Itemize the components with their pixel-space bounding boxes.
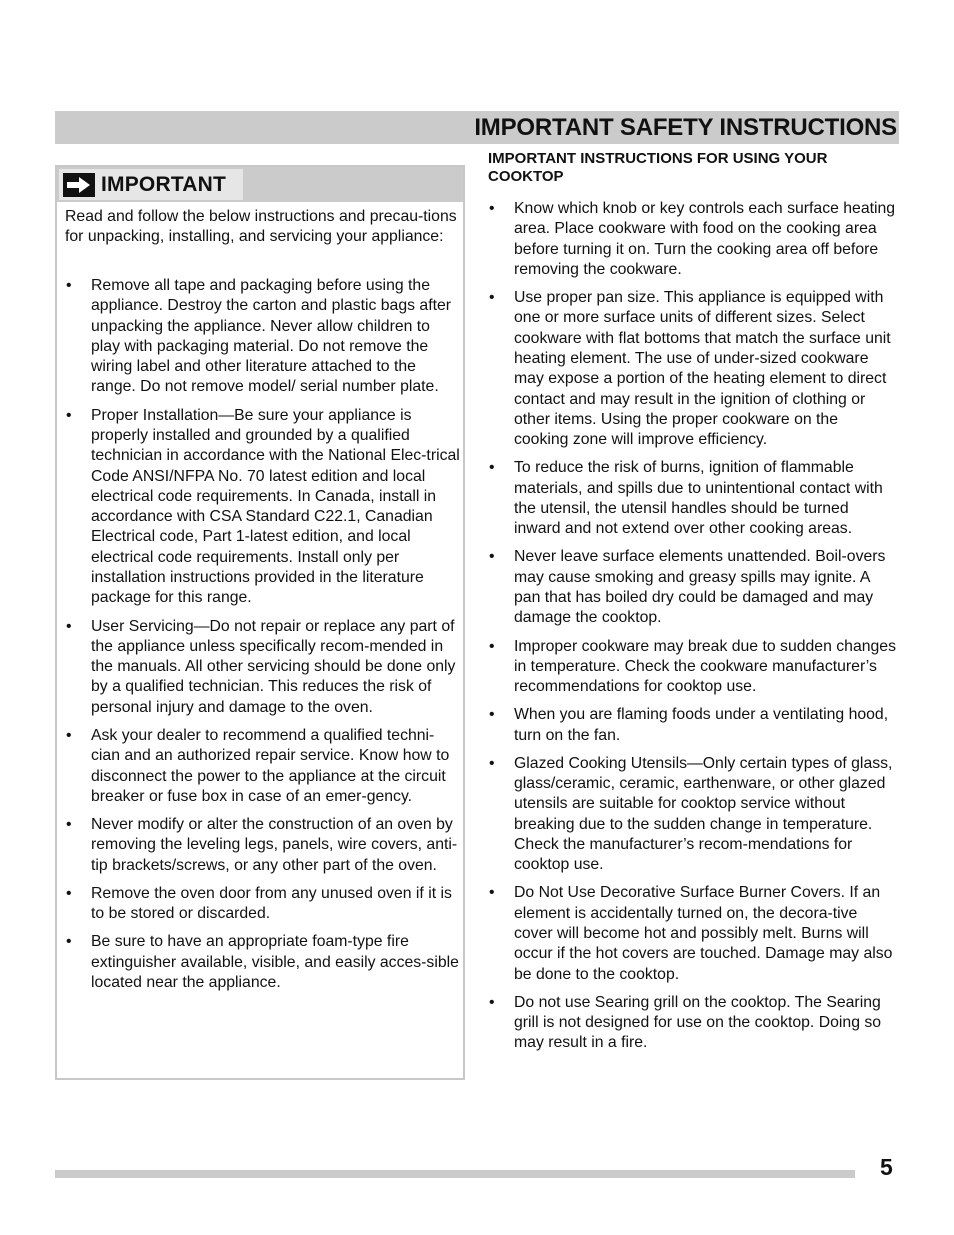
list-item-text: Be sure to have an appropriate foam-type fire extinguisher available, visible, and easily acces-sible located near the appliance. xyxy=(91,933,459,991)
list-item-text: Know which knob or key controls each surface heating area. Place cookware with food on the cooking area before turning it on. Turn the cooking area off before removing the cookware. xyxy=(514,200,896,278)
bullet-glyph: • xyxy=(489,884,495,902)
list-item-text: Improper cookware may break due to sudden changes in temperature. Check the cookware manufacturer’s recommendations for cooktop use. xyxy=(514,637,896,696)
page-title: IMPORTANT SAFETY INSTRUCTIONS xyxy=(474,114,897,141)
bullet-glyph: • xyxy=(66,933,72,951)
bullet-glyph: • xyxy=(66,406,72,424)
list-item xyxy=(488,199,896,280)
footer-bar xyxy=(55,1170,855,1178)
list-item xyxy=(488,705,896,746)
bullet-glyph: • xyxy=(66,726,72,744)
list-item-text: Do not use Searing grill on the cooktop. The Searing grill is not designed for use on the cooktop. Doing so may result in a fire. xyxy=(514,993,882,1052)
bullet-glyph: • xyxy=(489,200,495,217)
list-item xyxy=(65,884,463,925)
list-item xyxy=(65,276,463,398)
important-label-wrap xyxy=(59,169,243,200)
list-item xyxy=(488,288,896,450)
bullet-glyph: • xyxy=(489,754,495,772)
bullet-glyph: • xyxy=(489,637,495,655)
bullet-glyph: • xyxy=(489,289,495,307)
list-item-text: Ask your dealer to recommend a qualified techni-cian and an authorized repair service. Know how to disconnect the power to the appliance at the circuit breaker or fuse box in case of an emer-gency. xyxy=(91,726,450,805)
list-item-text: Never modify or alter the construction of an oven by removing the leveling legs, panels, wire covers, anti-tip brackets/screws, or any other part of the oven. xyxy=(91,815,458,874)
list-item-text: Proper Installation—Be sure your appliance is properly installed and grounded by a qualified technician in accordance with the National Elec-trical Code ANSI/NFPA No. 70 latest edition and local electrical code requirements. In Canada, install in accordance with CSA Standard C22.1, Canadian Electrical code, Part 1-latest edition, and local electrical code requirements. Install only per installation instructions provided in the literature package for this range. xyxy=(91,406,460,607)
bullet-glyph: • xyxy=(66,277,72,294)
bullet-glyph: • xyxy=(66,617,72,635)
list-item-text: Never leave surface elements unattended. Boil-overs may cause smoking and greasy spills may ignite. A pan that has boiled dry could be damaged and may damage the cooktop. xyxy=(514,548,886,627)
bullet-glyph: • xyxy=(66,815,72,833)
cooktop-section xyxy=(488,150,898,1062)
list-item xyxy=(65,815,463,876)
important-intro: Read and follow the below instructions and precau-tions for unpacking, installing, and servicing your appliance: xyxy=(65,208,457,246)
list-item xyxy=(488,754,896,876)
list-item-text: Use proper pan size. This appliance is equipped with one or more surface units of different sizes. Select cookware with flat bottoms that match the surface unit heating element. The use of under-sized cookware may expose a portion of the heating element to direct contact and may result in the ignition of clothing or other items. Using the proper cookware on the cooking zone will improve efficiency. xyxy=(514,289,891,449)
bullet-glyph: • xyxy=(66,884,72,902)
list-item xyxy=(488,547,896,628)
list-item-text: When you are flaming foods under a ventilating hood, turn on the fan. xyxy=(514,706,889,744)
important-header xyxy=(57,167,463,202)
bullet-glyph: • xyxy=(489,459,495,477)
list-item-text: Remove the oven door from any unused oven if it is to be stored or discarded. xyxy=(91,884,452,923)
list-item xyxy=(488,993,896,1054)
cooktop-list xyxy=(488,199,898,1054)
bullet-glyph: • xyxy=(489,993,495,1011)
list-item xyxy=(65,726,463,807)
cooktop-section-title: IMPORTANT INSTRUCTIONS FOR USING YOUR COOKTOP xyxy=(488,150,828,185)
arrow-right-icon xyxy=(63,173,95,197)
header-bar xyxy=(55,111,899,144)
list-item xyxy=(65,406,463,609)
list-item-text: Do Not Use Decorative Surface Burner Covers. If an element is accidentally turned on, the decora-tive cover will become hot and possibly melt. Burns will occur if the hot covers are touched. Damage may also be done to the cooktop. xyxy=(514,884,893,983)
list-item xyxy=(488,458,896,539)
list-item-text: Remove all tape and packaging before using the appliance. Destroy the carton and plastic bags after unpacking the appliance. Never allow children to play with packaging material. Do not remove the wiring label and other literature attached to the range. Do not remove model/ serial number plate. xyxy=(91,277,452,396)
list-item-text: User Servicing—Do not repair or replace any part of the appliance unless specifically recom-mended in the manuals. All other servicing should be done only by a qualified technician. This reduces the risk of personal injury and damage to the oven. xyxy=(91,617,456,716)
list-item xyxy=(488,637,896,698)
list-item xyxy=(65,932,463,993)
list-item-text: To reduce the risk of burns, ignition of flammable materials, and spills due to unintentional contact with the utensil, the utensil handles should be turned inward and not extend over other cooking areas. xyxy=(514,459,883,538)
page-number: 5 xyxy=(880,1154,893,1180)
important-list xyxy=(65,276,463,1001)
list-item xyxy=(65,617,463,718)
important-box xyxy=(55,165,465,1080)
list-item xyxy=(488,883,896,984)
bullet-glyph: • xyxy=(489,706,495,724)
important-label: IMPORTANT xyxy=(101,173,227,196)
list-item-text: Glazed Cooking Utensils—Only certain types of glass, glass/ceramic, ceramic, earthenware, or other glazed utensils are suitable for cooktop service without breaking due to the sudden change in temperature. Check the manufacturer’s recom-mendations for cooktop use. xyxy=(514,754,893,874)
bullet-glyph: • xyxy=(489,548,495,566)
